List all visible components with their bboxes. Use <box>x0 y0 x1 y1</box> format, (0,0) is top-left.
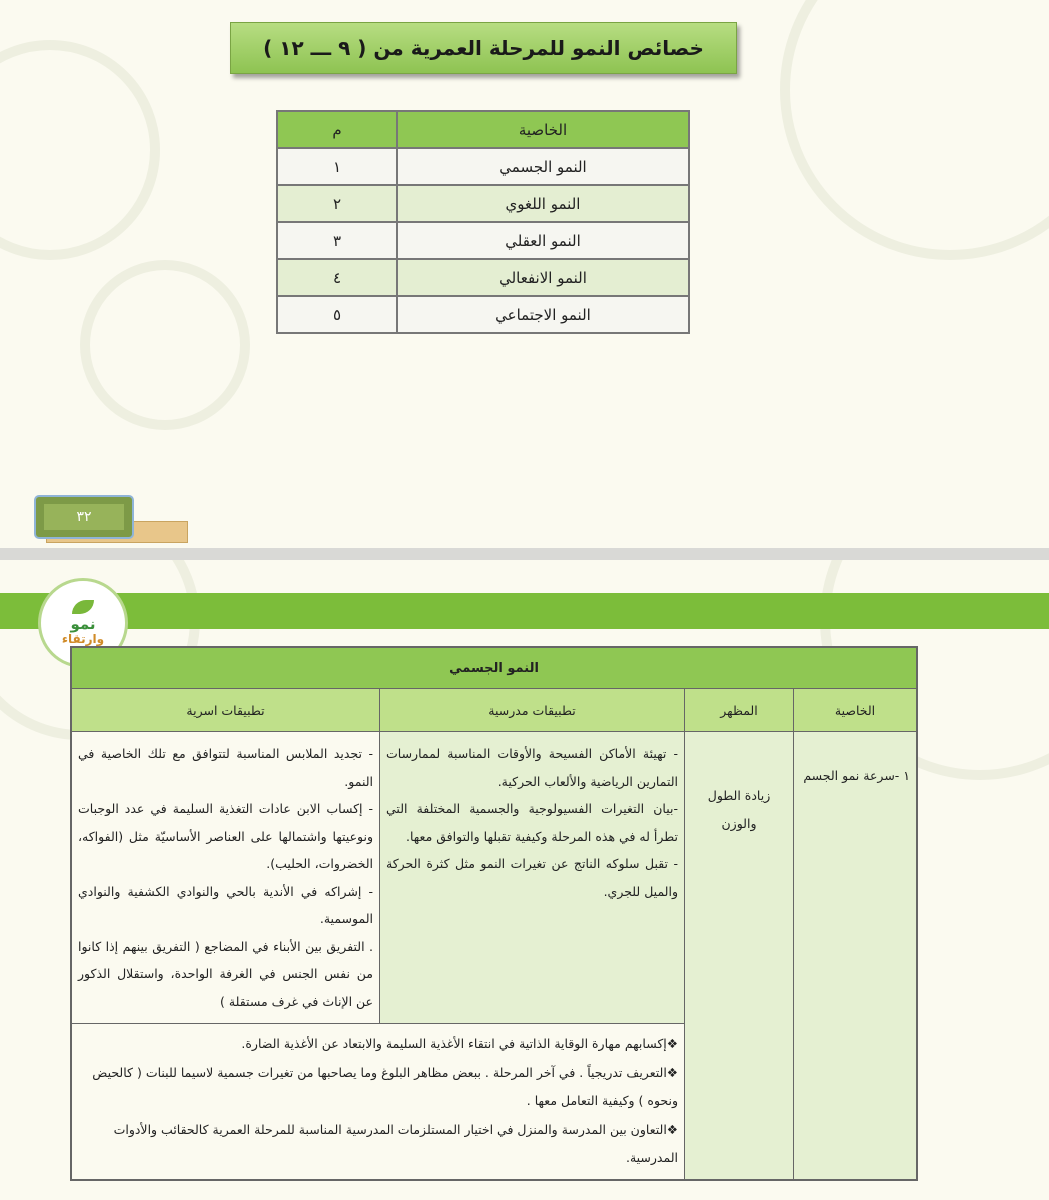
school-item: - تقبل سلوكه الناتج عن تغيرات النمو مثل كثرة الحركة والميل للجري. <box>386 856 678 899</box>
aspect-cell: زيادة الطول والوزن <box>685 732 794 1180</box>
physical-growth-table <box>70 646 918 1181</box>
school-applications-cell <box>380 732 685 1024</box>
general-item: ❖إكسابهم مهارة الوقاية الذاتية في انتقاء الأغذية السليمة والابتعاد عن الأغذية الضارة. <box>241 1036 678 1051</box>
page-two <box>0 560 1049 1200</box>
header-school-applications: تطبيقات مدرسية <box>380 689 685 732</box>
row-num: ٣ <box>277 222 397 259</box>
header-family-applications: تطبيقات اسرية <box>71 689 380 732</box>
table-row <box>71 732 917 1024</box>
family-item: . التفريق بين الأبناء في المضاجع ( التفريق بينهم إذا كانوا من نفس الجنس في الغرفة الواحدة، واستقلال الذكور عن الإناث في غرف مستقلة ) <box>78 938 373 1009</box>
page-number: ٣٢ <box>44 504 124 530</box>
row-name: النمو العقلي <box>397 222 689 259</box>
family-item: - إشراكه في الأندية بالحي والنوادي الكشفية والنوادي الموسمية. <box>78 883 373 926</box>
page-one <box>0 0 1049 548</box>
family-applications-cell <box>71 732 380 1024</box>
page-number-badge <box>34 495 130 537</box>
school-item: -بيان التغيرات الفسيولوجية والجسمية المختلفة التي تطرأ له في هذه المرحلة وكيفية تقبلها والتوافق معها. <box>386 801 678 844</box>
row-num: ٢ <box>277 185 397 222</box>
table-header-row <box>71 689 917 732</box>
row-name: النمو الاجتماعي <box>397 296 689 333</box>
page-title: خصائص النمو للمرحلة العمرية من ( ٩ ـــ ١٢ ) <box>263 36 704 60</box>
characteristics-table <box>276 110 690 334</box>
row-num: ١ <box>277 148 397 185</box>
header-characteristic: الخاصية <box>794 689 918 732</box>
family-item: - إكساب الابن عادات التغذية السليمة في عدد الوجبات ونوعيتها واشتمالها على العناصر الأساسيّة مثل (الفواكه، الخضروات، الحليب). <box>78 801 373 871</box>
page-title-banner <box>230 22 737 74</box>
school-item: - تهيئة الأماكن الفسيحة والأوقات المناسبة لممارسات التمارين الرياضية والألعاب الحركية. <box>386 746 678 789</box>
row-name: النمو الجسمي <box>397 148 689 185</box>
header-characteristic: الخاصية <box>397 111 689 148</box>
logo-text-bottom: وارتقاء <box>61 632 105 646</box>
general-item: ❖التعاون بين المدرسة والمنزل في اختيار المستلزمات المدرسية المناسبة للمرحلة العمرية كالحقائب والأدوات المدرسية. <box>113 1121 678 1165</box>
header-num: م <box>277 111 397 148</box>
table-row <box>277 222 689 259</box>
table-row <box>277 259 689 296</box>
table-row <box>277 148 689 185</box>
row-num: ٤ <box>277 259 397 296</box>
characteristic-cell: ١ -سرعة نمو الجسم <box>794 732 918 1180</box>
row-name: النمو الانفعالي <box>397 259 689 296</box>
general-item: ❖التعريف تدريجياً . في آخر المرحلة . ببعض مظاهر البلوغ وما يصاحبها من تغيرات جسمية لاسيما للبنات ( كالحيض ونحوه ) وكيفية التعامل معها . <box>92 1064 678 1108</box>
table-title: النمو الجسمي <box>71 647 917 689</box>
family-item: - تجديد الملابس المناسبة لتتوافق مع تلك الخاصية في النمو. <box>78 746 373 789</box>
table-header-row <box>277 111 689 148</box>
table-row <box>277 185 689 222</box>
header-aspect: المظهر <box>685 689 794 732</box>
row-num: ٥ <box>277 296 397 333</box>
header-green-bar <box>0 593 1049 629</box>
leaf-icon <box>72 600 94 614</box>
logo-text-top: نمو <box>70 615 96 633</box>
general-applications-cell <box>71 1024 685 1180</box>
row-name: النمو اللغوي <box>397 185 689 222</box>
table-row <box>277 296 689 333</box>
page-number-box <box>34 495 134 539</box>
